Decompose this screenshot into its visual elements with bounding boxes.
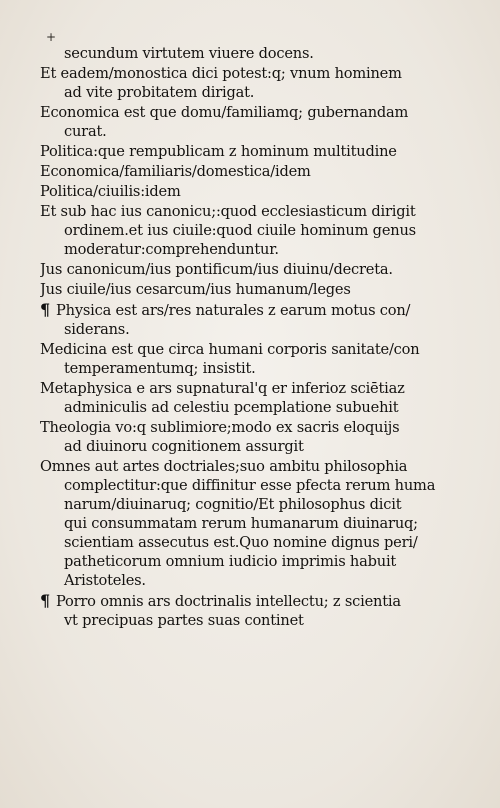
text-line: patheticorum omnium iudicio imprimis habuit (64, 553, 397, 570)
entry-6 (40, 182, 480, 201)
entry-9 (40, 280, 480, 299)
text-line: Economica est que domu/familiamq; gubernandam (40, 104, 409, 121)
text-line: narum/diuinaruq; cognitio/Et philosophus dicit (64, 496, 402, 513)
text-line: Politica/ciuilis:idem (40, 183, 181, 200)
text-line: vt precipuas partes suas continet (64, 612, 304, 629)
entry-3 (40, 103, 480, 141)
entry-4 (40, 142, 480, 161)
entry-10 (40, 300, 480, 339)
entry-1 (40, 44, 480, 63)
entry-8 (40, 260, 480, 279)
entry-5 (40, 162, 480, 181)
text-line: Metaphysica e ars supnatural'q er inferioz sciētiaz (40, 380, 405, 397)
text-block (40, 44, 480, 631)
entry-7 (40, 202, 480, 259)
entry-12 (40, 379, 480, 417)
text-line: scientiam assecutus est.Quo nomine dignus peri/ (64, 534, 418, 551)
entry-15 (40, 591, 480, 630)
stray-mark: + (46, 30, 57, 44)
entry-2 (40, 64, 480, 102)
text-line: adminiculis ad celestiu pcemplatione subuehit (64, 399, 399, 416)
text-line: curat. (64, 123, 107, 140)
text-line: Physica est ars/res naturales z earum motus con/ (56, 302, 411, 319)
text-line: complectitur:que diffinitur esse pfecta rerum huma (64, 477, 436, 494)
text-line: Omnes aut artes doctriales;suo ambitu philosophia (40, 458, 408, 475)
text-line: temperamentumq; insistit. (64, 360, 256, 377)
entry-14 (40, 457, 480, 590)
text-line: Jus canonicum/ius pontificum/ius diuinu/decreta. (40, 261, 393, 278)
text-line: Theologia vo:q sublimiore;modo ex sacris eloquijs (40, 419, 400, 436)
text-line: Jus ciuile/ius cesarcum/ius humanum/leges (40, 281, 351, 298)
entry-11 (40, 340, 480, 378)
text-line: ad vite probitatem dirigat. (64, 84, 255, 101)
text-line: Politica:que rempublicam z hominum multitudine (40, 143, 397, 160)
text-line: Et eadem/monostica dici potest:q; vnum hominem (40, 65, 402, 82)
text-line: moderatur:comprehenduntur. (64, 241, 279, 258)
text-line: ad diuinoru cognitionem assurgit (64, 438, 304, 455)
text-line: secundum virtutem viuere docens. (64, 45, 314, 62)
entry-13 (40, 418, 480, 456)
text-line: Aristoteles. (64, 572, 146, 589)
text-line: qui consummatam rerum humanarum diuinaruq; (64, 515, 418, 532)
pilcrow-icon: ¶ (40, 300, 50, 319)
text-line: ordinem.et ius ciuile:quod ciuile hominum genus (64, 222, 416, 239)
pilcrow-icon: ¶ (40, 591, 50, 610)
text-line: siderans. (64, 321, 130, 338)
text-line: Medicina est que circa humani corporis sanitate/con (40, 341, 420, 358)
text-line: Porro omnis ars doctrinalis intellectu; z scientia (56, 593, 401, 610)
text-line: Economica/familiaris/domestica/idem (40, 163, 311, 180)
text-line: Et sub hac ius canonicu;:quod ecclesiasticum dirigit (40, 203, 416, 220)
